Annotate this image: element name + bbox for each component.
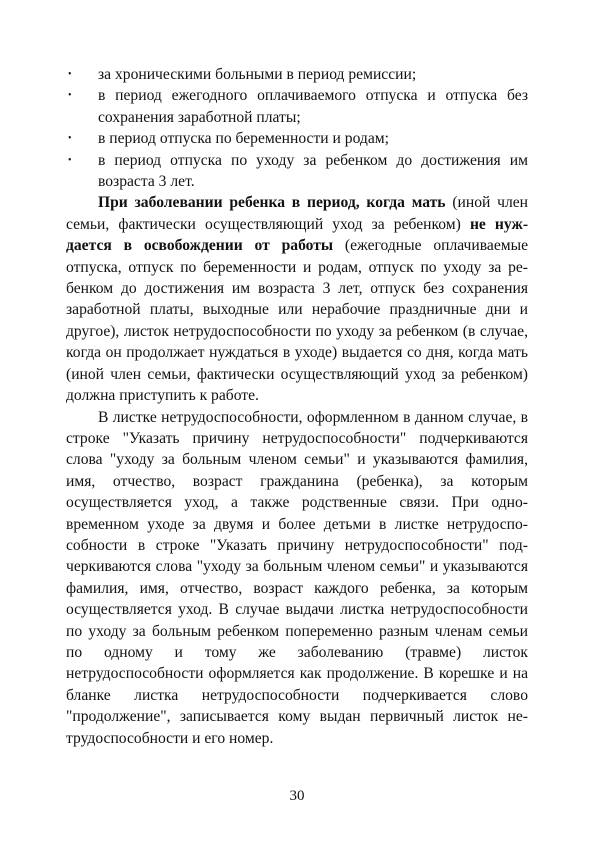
bold-emphasis-text: не нуждается в освобождении от работы xyxy=(66,215,529,255)
bullet-list xyxy=(66,64,528,192)
bullet-icon: • xyxy=(68,69,72,80)
list-item-text: в период отпуска по уходу за ребенком до достижения им возраста 3 лет. xyxy=(98,151,528,191)
paragraph-text: (ежегодные оплачиваемые отпуска, отпуск по беременности и родам, отпуск по уходу за ребенком до достижения им возраста 3 лет, отпуск без сохранения заработной платы, выходные или нерабочие праздничные дни и другое), листок нетрудоспособности по уходу за ребенком (в случае, когда он продолжает нуждаться в уходе) выдается со дня, когда мать (иной член семьи, фактически осуществляющий уход за ребенком) должна приступить к работе. xyxy=(66,237,529,405)
paragraph-mother-not-needing-leave xyxy=(66,192,528,406)
bullet-icon: • xyxy=(68,154,72,166)
document-body xyxy=(66,64,528,749)
paragraph-sick-leave-form: В листке нетрудоспособности, оформленном в данном случае, в строке "Указать причину нетрудоспособности" подчеркиваются слова "уходу за больным членом семьи" и указываются фамилия, имя, отчество, возраст гражданина (ребенка), за которым осуществляется уход, а также родственные связи. При одновременном уходе за двумя и более детьми в листке нетрудоспособности в строке "Указать причину нетрудоспособности" подчеркиваются слова "уходу за больным членом семьи" и указываются фамилия, имя, отчество, возраст каждого ребенка, за которым осуществляется уход. В случае выдачи листка нетрудоспособности по уходу за больным ребенком попеременно разным членам семьи по одному и тому же заболеванию (травме) листок нетрудоспособности оформляется как продолжение. В корешке и на бланке листка нетрудоспособности подчеркивается слово "продолжение", записывается кому выдан первичный листок нетрудоспособности и его номер. xyxy=(66,408,528,747)
list-item-text: в период отпуска по беременности и родам; xyxy=(98,130,389,148)
bold-lead-text: При заболевании ребенка в период, когда мать xyxy=(98,194,446,212)
paragraph-text: (иной член семьи, фактически осуществляющий уход за ребенком) xyxy=(66,194,528,233)
list-item xyxy=(66,64,528,85)
list-item-text: за хроническими больными в период ремиссии; xyxy=(98,66,417,83)
bullet-icon: • xyxy=(68,90,72,102)
list-item-text: в период ежегодного оплачиваемого отпуска и отпуска без сохранения заработной платы; xyxy=(98,87,528,126)
list-item xyxy=(66,150,528,193)
list-item xyxy=(66,85,528,128)
bullet-icon: • xyxy=(68,133,72,145)
page-number: 30 xyxy=(289,788,305,804)
list-item xyxy=(66,128,528,149)
